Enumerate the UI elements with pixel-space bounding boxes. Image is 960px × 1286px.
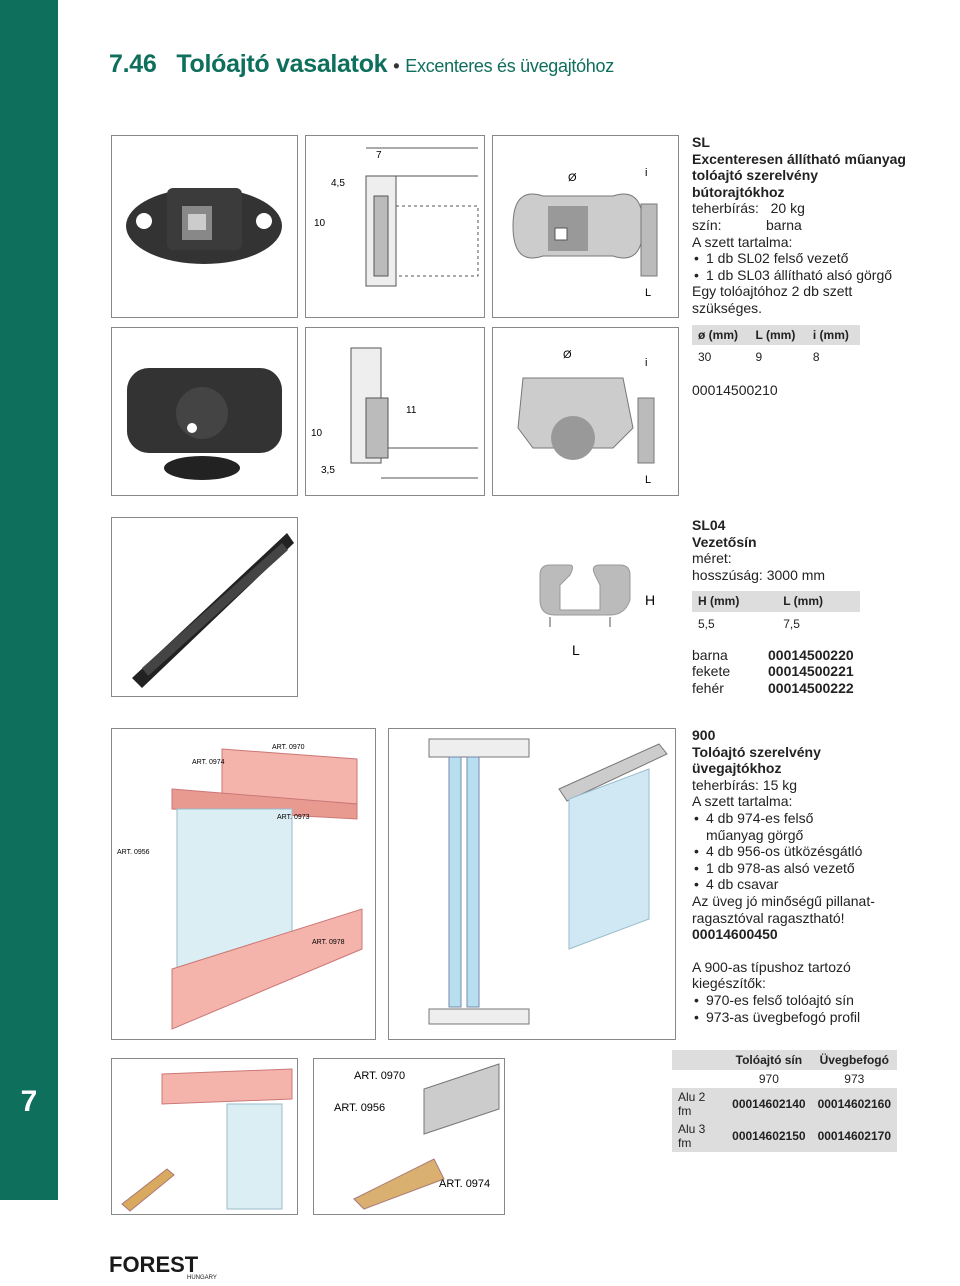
sl-color-label: szín: <box>692 216 722 233</box>
phi-label: Ø <box>568 172 577 184</box>
l-label-profile: L <box>572 642 580 658</box>
fig-label: ART. 0970 <box>272 744 305 751</box>
s900-info <box>692 727 912 1025</box>
fig2-label: ART. 0956 <box>334 1102 386 1114</box>
sl-contents-label: A szett tartalma: <box>692 233 793 250</box>
sl-color-value: barna <box>766 216 802 233</box>
section-number: 7.46 <box>109 50 157 78</box>
sl-row-color <box>692 217 912 234</box>
variant-color: fehér <box>692 679 724 696</box>
variant-row <box>692 680 912 697</box>
i-label: i <box>645 167 648 179</box>
l-label-2: L <box>645 474 652 486</box>
sl04-length: hosszúság: 3000 mm <box>692 566 826 583</box>
side-tab <box>0 0 58 1200</box>
s900-capacity: teherbírás: 15 kg <box>692 776 798 793</box>
acc-subheader: 970 <box>758 1072 779 1086</box>
s900-accessories-intro: A 900-as típushoz tartozó kiegészítők: <box>692 958 851 992</box>
sl-photo-bottom <box>111 327 298 496</box>
page-title: 7.46 Tolóajtó vasalatok • Excenteres és üvegajtóhoz <box>109 50 614 78</box>
s900-detail-2 <box>313 1058 505 1215</box>
sl-info <box>692 134 912 398</box>
fig-label: ART. 0974 <box>192 759 225 766</box>
list-item: • 4 db 974-es felső műanyag görgő <box>692 810 836 843</box>
sl-spec-table <box>692 325 860 370</box>
s900-name: Tolóajtó szerelvény üvegajtókhoz <box>692 743 821 777</box>
acc-subheader <box>672 1070 726 1088</box>
title-main: Tolóajtó vasalatok <box>176 50 388 78</box>
logo-text: FOREST <box>109 1252 199 1277</box>
s900-article: 00014600450 <box>692 926 778 943</box>
spec-header: i (mm) <box>807 325 860 346</box>
s900-section-drawing <box>388 728 676 1040</box>
l-label: L <box>645 287 652 299</box>
sl04-name: Vezetősín <box>692 533 757 550</box>
phi-label-2: Ø <box>563 349 572 361</box>
list-item: • 970-es felső tolóajtó sín <box>692 992 912 1009</box>
dim-4-5: 4,5 <box>331 178 345 189</box>
forest-logo <box>109 1252 225 1280</box>
acc-cell: 00014602170 <box>812 1120 897 1152</box>
side-tab-number: 7 <box>20 1085 38 1118</box>
sl04-code: SL04 <box>692 517 726 533</box>
sl04-variants <box>692 647 912 697</box>
acc-header: Üvegbefogó <box>812 1050 897 1070</box>
fig-label: ART. 0956 <box>117 849 150 856</box>
accessories-table <box>672 1050 897 1152</box>
acc-cell: 00014602140 <box>726 1088 811 1120</box>
sl-capacity-value: 20 kg <box>770 200 805 217</box>
h-label: H <box>645 592 656 608</box>
sl04-info <box>692 517 912 696</box>
spec-value: 5,5 <box>698 616 715 631</box>
acc-subheader: 973 <box>844 1072 865 1086</box>
list-item: • 1 db SL03 állítható alsó görgő <box>692 267 912 284</box>
i-label-2: i <box>645 357 648 369</box>
s900-code: 900 <box>692 727 716 743</box>
sl-photo-top <box>111 135 298 318</box>
table-row <box>672 1088 897 1120</box>
acc-header: Tolóajtó sín <box>726 1050 811 1070</box>
acc-cell: 00014602150 <box>726 1120 811 1152</box>
list-item: • 973-as üvegbefogó profil <box>692 1009 912 1026</box>
spec-header: H (mm) <box>692 591 777 612</box>
sl-drawing-top <box>492 135 679 318</box>
list-item: • 4 db csavar <box>692 876 912 893</box>
acc-header <box>672 1050 726 1070</box>
list-item: • 1 db SL02 felső vezető <box>692 250 912 267</box>
acc-cell: Alu 3 fm <box>672 1120 726 1152</box>
title-sub: Excenteres és üvegajtóhoz <box>405 56 614 76</box>
variant-color: fekete <box>692 663 731 680</box>
spec-header: ø (mm) <box>692 325 750 346</box>
s900-detail-1 <box>111 1058 298 1215</box>
sl-row-capacity <box>692 200 912 217</box>
sl-diagram-bottom <box>305 327 485 496</box>
dim-10: 10 <box>314 218 326 229</box>
s900-assembly-drawing <box>111 728 376 1040</box>
dim-7: 7 <box>376 150 382 161</box>
variant-article: 00014500220 <box>768 646 854 663</box>
table-row <box>672 1120 897 1152</box>
spec-header: L (mm) <box>750 325 807 346</box>
sl-diagram-top <box>305 135 485 318</box>
sl-article: 00014500210 <box>692 381 778 398</box>
variant-row <box>692 647 912 664</box>
variant-color: barna <box>692 646 728 663</box>
sl04-size-label: méret: <box>692 550 732 567</box>
sl-note: Egy tolóajtóhoz 2 db szett szükséges. <box>692 283 853 316</box>
sl-capacity-label: teherbírás: <box>692 200 759 217</box>
acc-cell: 00014602160 <box>812 1088 897 1120</box>
sl-code: SL <box>692 134 710 150</box>
sl04-profile <box>520 545 670 665</box>
variant-article: 00014500221 <box>768 663 854 680</box>
variant-article: 00014500222 <box>768 679 854 696</box>
fig2-label: ART. 0974 <box>439 1178 491 1190</box>
logo-tagline: HUNGARY <box>187 1275 217 1280</box>
fig-label: ART. 0973 <box>277 814 310 821</box>
dim-10-bottom: 10 <box>311 428 323 439</box>
spec-value: 8 <box>812 350 820 365</box>
spec-value: 9 <box>755 350 763 365</box>
spec-value: 30 <box>698 350 712 365</box>
list-item: • 1 db 978-as alsó vezető <box>692 860 912 877</box>
list-item: • 4 db 956-os ütközésgátló <box>692 843 912 860</box>
sl04-photo <box>111 517 298 697</box>
sl04-spec-table <box>692 591 860 636</box>
fig-label: ART. 0978 <box>312 939 345 946</box>
sl-drawing-bottom <box>492 327 679 496</box>
variant-row <box>692 663 912 680</box>
spec-header: L (mm) <box>777 591 860 612</box>
spec-value: 7,5 <box>783 616 800 631</box>
sl-name: Excenteresen állítható műanyag tolóajtó szerelvény bútorajtókhoz <box>692 150 906 200</box>
acc-cell: Alu 2 fm <box>672 1088 726 1120</box>
s900-contents-label: A szett tartalma: <box>692 793 793 810</box>
fig2-label: ART. 0970 <box>354 1070 406 1082</box>
s900-note: Az üveg jó minőségű pillanat-ragasztóval ragasztható! <box>692 892 875 926</box>
dim-3-5: 3,5 <box>321 465 335 476</box>
dim-11: 11 <box>406 405 417 416</box>
